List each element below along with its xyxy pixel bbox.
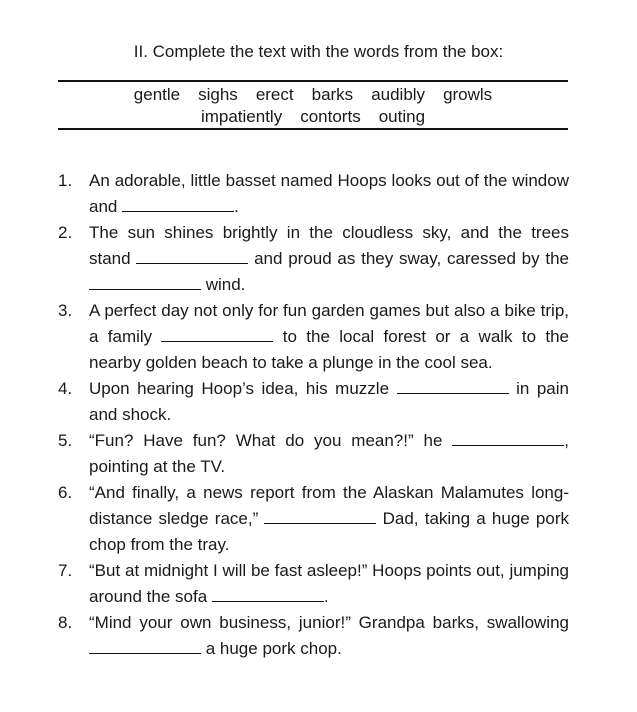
item-number: 7.	[58, 561, 73, 580]
item-text: to the local forest or a walk to the nearby golden beach to take a plunge in the cool sea.	[89, 327, 570, 372]
item-text: in pain and shock.	[89, 379, 569, 424]
exercise-item-8	[58, 610, 569, 662]
item-number: 5.	[58, 431, 73, 450]
item-number: 2.	[58, 223, 73, 242]
item-text: “Fun? Have fun? What do you mean?!” he	[89, 431, 453, 450]
word-option: barks	[311, 85, 354, 104]
item-number: 8.	[58, 613, 73, 632]
exercise-item-4	[58, 376, 569, 428]
item-text: wind.	[201, 275, 246, 294]
word-option: impatiently	[200, 107, 283, 126]
exercise-item-1	[58, 168, 569, 220]
exercise-instruction: II. Complete the text with the words from the box:	[133, 42, 504, 61]
item-text: Dad, taking a huge pork chop from the tray.	[89, 509, 569, 554]
answer-blank[interactable]	[89, 636, 201, 654]
answer-blank[interactable]	[264, 506, 376, 524]
word-option: audibly	[371, 85, 426, 104]
item-text: .	[234, 197, 239, 216]
exercise-item-7	[58, 558, 569, 610]
word-option: erect	[255, 85, 294, 104]
word-box-top-rule	[58, 80, 568, 82]
answer-blank[interactable]	[161, 324, 273, 342]
answer-blank[interactable]	[122, 194, 234, 212]
exercise-item-3	[58, 298, 569, 376]
item-text: The sun shines brightly in the cloudless sky, and the trees stand	[89, 223, 569, 268]
word-option: gentle	[133, 85, 181, 104]
exercise-item-6	[58, 480, 569, 558]
answer-blank[interactable]	[89, 272, 201, 290]
word-option: outing	[378, 107, 426, 126]
answer-blank[interactable]	[212, 584, 324, 602]
item-text: “But at midnight I will be fast asleep!” Hoops points out, jumping around the sofa	[89, 561, 569, 606]
exercise-item-2	[58, 220, 569, 298]
answer-blank[interactable]	[136, 246, 248, 264]
item-number: 4.	[58, 379, 73, 398]
answer-blank[interactable]	[397, 376, 509, 394]
item-text: A perfect day not only for fun garden games but also a bike trip, a family	[89, 301, 569, 346]
exercise-item-5	[58, 428, 569, 480]
word-box	[58, 84, 568, 128]
item-number: 3.	[58, 301, 73, 320]
item-text: “Mind your own business, junior!” Grandpa barks, swallowing	[89, 613, 569, 632]
word-option: sighs	[198, 85, 238, 104]
word-option: contorts	[300, 107, 361, 126]
exercise-list	[58, 168, 569, 662]
item-text: .	[323, 587, 329, 606]
item-text: “And finally, a news report from the Alaskan Malamutes long-distance sledge race,”	[89, 483, 569, 528]
item-number: 6.	[58, 483, 73, 502]
word-box-row-2	[58, 106, 568, 128]
item-text: a huge pork chop.	[201, 639, 342, 658]
word-option: growls	[443, 85, 493, 104]
item-text: An adorable, little basset named Hoops looks out of the window and	[89, 171, 569, 216]
answer-blank[interactable]	[452, 428, 564, 446]
item-text: Upon hearing Hoop’s idea, his muzzle	[89, 379, 397, 398]
item-text: and proud as they sway, caressed by the	[248, 249, 569, 268]
word-box-bottom-rule	[58, 128, 568, 130]
item-number: 1.	[58, 171, 73, 190]
item-text: , pointing at the TV.	[89, 431, 569, 476]
word-box-row-1	[58, 84, 568, 106]
